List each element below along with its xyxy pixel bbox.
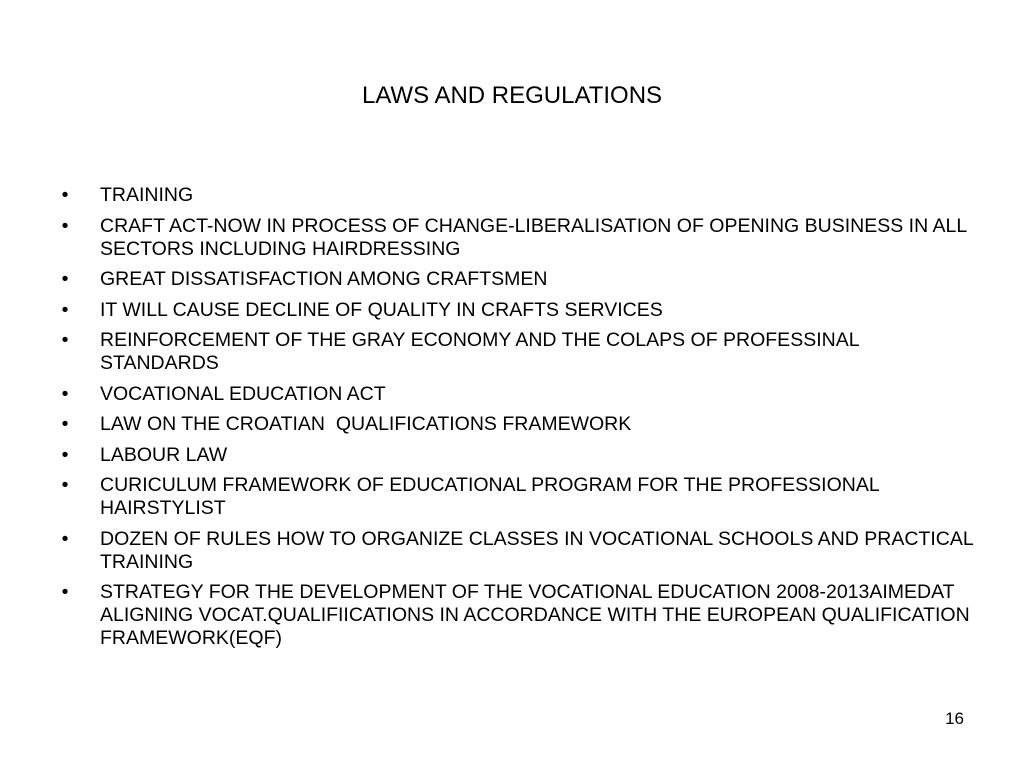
bullet-text: CURICULUM FRAMEWORK OF EDUCATIONAL PROGRAM FOR THE PROFESSIONAL HAIRSTYLIST xyxy=(100,474,879,519)
bullet-text: TRAINING xyxy=(100,184,194,206)
bullet-item xyxy=(60,413,980,436)
bullet-item xyxy=(60,581,980,650)
bullet-item xyxy=(60,444,980,467)
bullet-icon: • xyxy=(61,581,69,603)
bullet-text: IT WILL CAUSE DECLINE OF QUALITY IN CRAFTS SERVICES xyxy=(100,298,663,321)
page-number: 16 xyxy=(945,709,964,728)
bullet-text: LAW ON THE CROATIAN QUALIFICATIONS FRAMEWORK xyxy=(100,413,632,435)
bullet-list xyxy=(60,184,980,658)
bullet-text: DOZEN OF RULES HOW TO ORGANIZE CLASSES IN VOCATIONAL SCHOOLS AND PRACTICAL TRAINING xyxy=(100,527,973,573)
bullet-text: CRAFT ACT-NOW IN PROCESS OF CHANGE-LIBERALISATION OF OPENING BUSINESS IN ALL SECTORS INCLUDING HAIRDRESSING xyxy=(100,214,967,260)
slide-title: LAWS AND REGULATIONS xyxy=(361,82,663,109)
bullet-icon: • xyxy=(61,298,69,321)
bullet-item xyxy=(60,299,980,322)
bullet-item xyxy=(60,329,980,375)
bullet-text: LABOUR LAW xyxy=(100,443,228,466)
bullet-item xyxy=(60,215,980,261)
bullet-text: REINFORCEMENT OF THE GRAY ECONOMY AND THE COLAPS OF PROFESSINAL STANDARDS xyxy=(100,329,859,374)
bullet-icon: • xyxy=(61,268,69,290)
bullet-text: STRATEGY FOR THE DEVELOPMENT OF THE VOCATIONAL EDUCATION 2008-2013AIMEDAT ALIGNING VOCAT.QUALIFIICATIONS IN ACCORDANCE WITH THE EUROPEAN QUALIFICATION FRAMEWORK(EQF) xyxy=(100,581,970,649)
bullet-item xyxy=(60,383,980,406)
bullet-icon: • xyxy=(61,184,69,206)
bullet-icon: • xyxy=(61,443,69,466)
bullet-icon: • xyxy=(61,413,69,435)
bullet-item xyxy=(60,474,980,520)
bullet-icon: • xyxy=(61,214,69,237)
bullet-icon: • xyxy=(61,527,69,550)
bullet-icon: • xyxy=(61,474,69,496)
bullet-icon: • xyxy=(61,382,69,405)
bullet-item xyxy=(60,184,980,207)
bullet-item xyxy=(60,528,980,574)
bullet-text: GREAT DISSATISFACTION AMONG CRAFTSMEN xyxy=(100,268,548,290)
bullet-text: VOCATIONAL EDUCATION ACT xyxy=(100,382,386,405)
bullet-item xyxy=(60,268,980,291)
bullet-icon: • xyxy=(61,329,69,351)
